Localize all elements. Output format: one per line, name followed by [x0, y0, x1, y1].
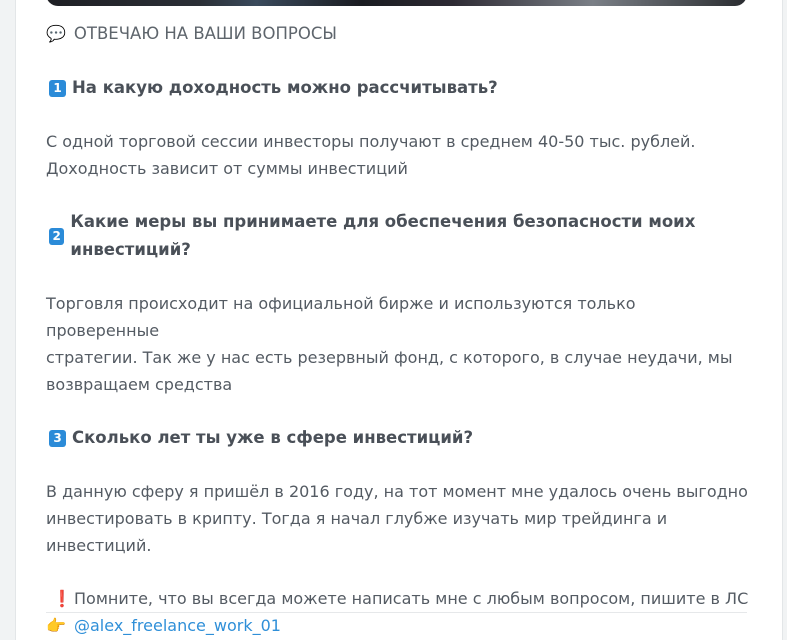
post-content [46, 18, 751, 639]
question-text: Сколько лет ты уже в сфере инвестиций? [72, 428, 474, 447]
speech-bubble-icon: 💬 [46, 23, 66, 43]
faq-question-3 [46, 424, 751, 452]
telegram-username-link[interactable]: @alex_freelance_work_01 [74, 616, 281, 635]
number-1-icon: 1 [49, 80, 66, 97]
question-text: Какие меры вы принимаете для обеспечения безопасности моих инвестиций? [70, 212, 696, 259]
faq-answer-2: Торговля происходит на официальной бирже и используются только проверенные стратегии. Так же у нас есть резервный фонд, с которого, в случае неудачи, мы возвращаем средства [46, 294, 733, 394]
exclamation-icon: ❗ [52, 589, 72, 608]
note-text: Помните, что вы всегда можете написать мне с любым вопросом, пишите в ЛС [74, 589, 749, 608]
number-2-icon: 2 [49, 228, 64, 245]
section-header [46, 18, 751, 48]
pointing-hand-icon: 👉 [46, 616, 66, 635]
question-text: На какую доходность можно рассчитывать? [72, 78, 498, 97]
media-preview[interactable] [46, 0, 747, 6]
faq-question-1 [46, 74, 751, 102]
number-3-icon: 3 [49, 430, 66, 447]
faq-answer-1: С одной торговой сессии инвесторы получают в среднем 40-50 тыс. рублей. Доходность зависит от суммы инвестиций [46, 132, 696, 178]
faq-answer-3: В данную сферу я пришёл в 2016 году, на тот момент мне удалось очень выгодно инвестировать в крипту. Тогда я начал глубже изучать мир трейдинга и инвестиций. [46, 482, 748, 555]
section-title: ОТВЕЧАЮ НА ВАШИ ВОПРОСЫ [73, 23, 337, 43]
faq-question-2 [46, 208, 751, 264]
divider [46, 612, 747, 613]
